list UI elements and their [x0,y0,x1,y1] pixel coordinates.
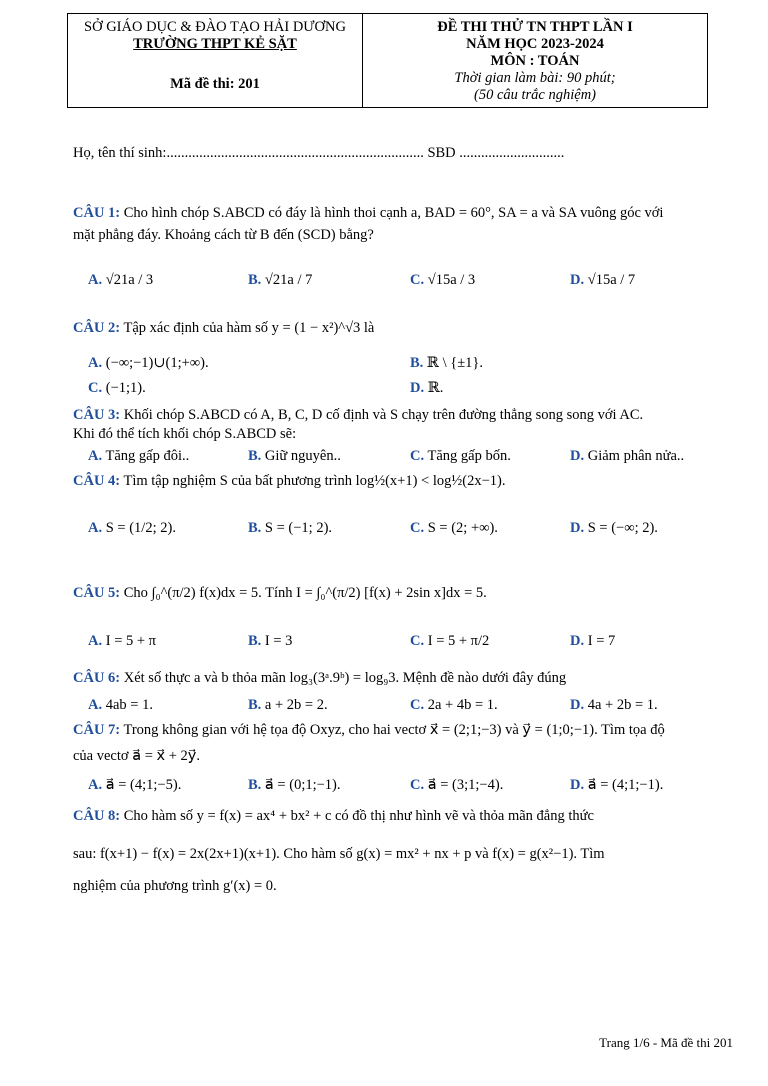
option-text: 4ab = 1. [105,697,153,713]
option-text: a⃗ = (0;1;−1). [264,777,341,793]
q4-option-a: A. S = (1/2; 2). [88,520,176,536]
option-text: S = (1/2; 2). [105,520,176,536]
question-6 [73,670,566,687]
question-label: CÂU 3: [73,407,121,423]
q6-option-a: A. 4ab = 1. [88,697,153,713]
option-text: a⃗ = (3;1;−4). [427,777,504,793]
q5-option-b: B. I = 3 [248,633,293,649]
question-label: CÂU 2: [73,320,121,336]
q7-option-d: D. a⃗ = (4;1;−1). [570,777,664,793]
question-3 [73,407,643,424]
q2-option-b: B. ℝ \ {±1}. [410,355,484,371]
q3-option-b: B. Giữ nguyên.. [248,448,341,464]
option-text: S = (2; +∞). [427,520,498,536]
school-year: NĂM HỌC 2023-2024 [466,36,604,52]
question-1 [73,205,663,222]
q7-option-c: C. a⃗ = (3;1;−4). [410,777,504,793]
q7-option-b: B. a⃗ = (0;1;−1). [248,777,341,793]
question-text: Xét số thực a và b thỏa mãn log₃(3ᵃ.9ᵇ) = log₉3. Mệnh đề nào dưới đây đúng [120,670,567,686]
q2-option-a: A. (−∞;−1)∪(1;+∞). [88,355,209,371]
question-label: CÂU 8: [73,808,121,824]
option-text: a⃗ = (4;1;−1). [587,777,664,793]
option-text: I = 7 [587,633,616,649]
q6-option-c: C. 2a + 4b = 1. [410,697,498,713]
q3-option-d: D. Giảm phân nửa.. [570,448,685,464]
option-text: I = 5 + π [105,633,156,649]
option-text: a⃗ = (4;1;−5). [105,777,182,793]
option-text: I = 5 + π/2 [427,633,490,649]
question-text: Tập xác định của hàm số y = (1 − x²)^√3 là [120,320,375,336]
q2-option-c: C. (−1;1). [88,380,146,396]
option-text: (−∞;−1)∪(1;+∞). [105,355,209,371]
q1-option-a: A. √21a / 3 [88,272,154,288]
exam-title: ĐỀ THI THỬ TN THPT LẦN I [437,19,633,35]
question-label: CÂU 5: [73,585,121,601]
option-text: Tăng gấp bốn. [427,448,511,464]
question-8 [73,808,594,825]
question-label: CÂU 7: [73,722,121,738]
question-4 [73,473,505,490]
option-text: Giữ nguyên.. [264,448,341,464]
question-text: Tìm tập nghiệm S của bất phương trình log½(x+1) < log½(2x−1). [120,473,506,489]
question-8-line2: sau: f(x+1) − f(x) = 2x(2x+1)(x+1). Cho hàm số g(x) = mx² + nx + p và f(x) = g(x²−1). Tìm [73,846,605,862]
q4-option-d: D. S = (−∞; 2). [570,520,658,536]
q3-option-a: A. Tăng gấp đôi.. [88,448,190,464]
question-7-line2: của vectơ a⃗ = x⃗ + 2y⃗. [73,748,200,764]
q6-option-b: B. a + 2b = 2. [248,697,328,713]
page-footer: Trang 1/6 - Mã đề thi 201 [599,1035,733,1050]
option-text: I = 3 [264,633,293,649]
question-3-line2: Khi đó thể tích khối chóp S.ABCD sẽ: [73,426,297,442]
question-text: Trong không gian với hệ tọa độ Oxyz, cho hai vectơ x⃗ = (2;1;−3) và y⃗ = (1;0;−1). Tìm tọa độ [120,722,665,738]
option-text: 4a + 2b = 1. [587,697,658,713]
question-text: Cho ∫₀^(π/2) f(x)dx = 5. Tính I = ∫₀^(π/2) [f(x) + 2sin x]dx = 5. [120,585,487,601]
exam-header [67,13,708,108]
q6-option-d: D. 4a + 2b = 1. [570,697,658,713]
option-text: √15a / 7 [587,272,636,288]
option-text: S = (−1; 2). [264,520,333,536]
question-text: Cho hàm số y = f(x) = ax⁴ + bx² + c có đồ thị như hình vẽ và thỏa mãn đẳng thức [120,808,594,824]
school-name: TRƯỜNG THPT KẺ SẶT [133,36,297,52]
header-right [363,14,707,107]
q5-option-c: C. I = 5 + π/2 [410,633,490,649]
option-text: Tăng gấp đôi.. [105,448,190,464]
header-left [68,14,363,107]
q1-option-d: D. √15a / 7 [570,272,636,288]
student-info-line: Họ, tên thí sinh:....................................................................... SBD ............................. [73,145,565,161]
option-text: a + 2b = 2. [264,697,328,713]
time-limit: Thời gian làm bài: 90 phút; [454,70,616,86]
q3-option-c: C. Tăng gấp bốn. [410,448,511,464]
option-text: ℝ. [427,380,444,396]
question-label: CÂU 4: [73,473,121,489]
question-7 [73,722,665,739]
question-text: Cho hình chóp S.ABCD có đáy là hình thoi cạnh a, BAD = 60°, SA = a và SA vuông góc với [120,205,664,221]
q1-option-c: C. √15a / 3 [410,272,476,288]
question-8-line3: nghiệm của phương trình g′(x) = 0. [73,878,277,894]
question-label: CÂU 1: [73,205,121,221]
question-1-line2: mặt phẳng đáy. Khoảng cách từ B đến (SCD) bằng? [73,227,374,243]
question-label: CÂU 6: [73,670,121,686]
question-count: (50 câu trắc nghiệm) [473,87,596,103]
q2-option-d: D. ℝ. [410,380,444,396]
option-text: √21a / 3 [105,272,154,288]
option-text: S = (−∞; 2). [587,520,658,536]
question-5 [73,585,487,602]
q1-option-b: B. √21a / 7 [248,272,313,288]
option-text: 2a + 4b = 1. [427,697,498,713]
subject: MÔN : TOÁN [490,53,580,69]
option-text: √15a / 3 [427,272,476,288]
option-text: √21a / 7 [264,272,313,288]
q7-option-a: A. a⃗ = (4;1;−5). [88,777,182,793]
q5-option-a: A. I = 5 + π [88,633,156,649]
q4-option-c: C. S = (2; +∞). [410,520,498,536]
option-text: ℝ \ {±1}. [426,355,484,371]
question-text: Khối chóp S.ABCD có A, B, C, D cố định và S chạy trên đường thẳng song song với AC. [120,407,644,423]
q4-option-b: B. S = (−1; 2). [248,520,333,536]
option-text: (−1;1). [105,380,146,396]
exam-code: Mã đề thi: 201 [170,76,260,92]
q5-option-d: D. I = 7 [570,633,616,649]
dept-name: SỞ GIÁO DỤC & ĐÀO TẠO HẢI DƯƠNG [84,19,346,35]
question-2 [73,320,374,337]
option-text: Giảm phân nửa.. [587,448,685,464]
